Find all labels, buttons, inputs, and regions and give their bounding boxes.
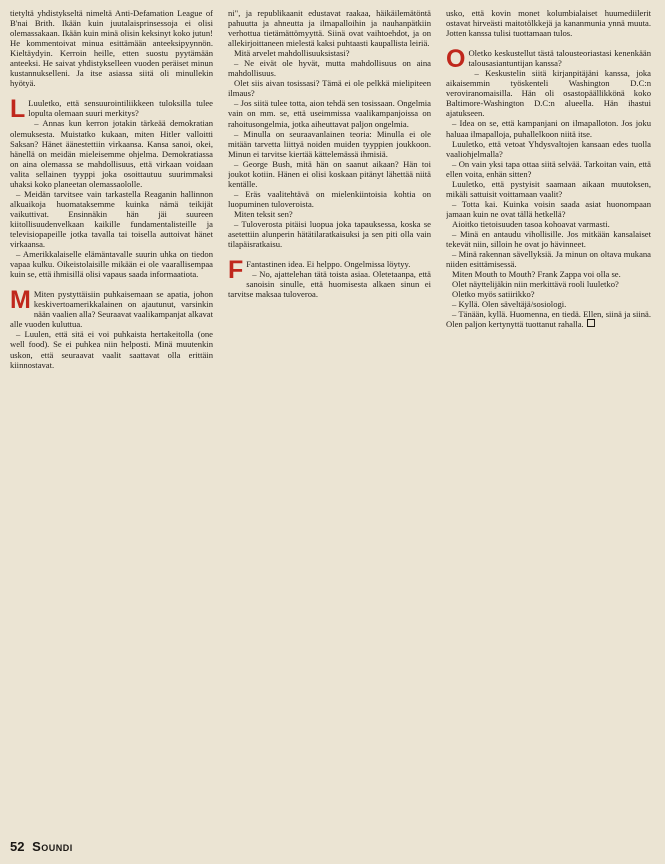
interview-question: Luuletko, että vetoat Yhdysvaltojen kansaan edes tuolla vaaliohjelmalla?	[446, 138, 651, 159]
interview-question: Olet näyttelijäkin niin merkittävä rooli luuletko?	[452, 279, 619, 290]
magazine-name: Soundi	[32, 839, 73, 854]
paragraph: – Tuloverosta pitäisi luopua joka tapauksessa, koska se asetettiin alunperin hätätilaratkaisuksi ja sen piti olla vain tilapäisratkaisu.	[228, 218, 431, 250]
paragraph: – Amerikkalaiselle elämäntavalle suurin uhka on tiedon vapaa kulku. Oikeistolaisille mikään ei ole vaarallisempaa kuin se, että ihmisillä olisi vapaus saada informaatiota.	[10, 249, 213, 280]
text-column-3	[446, 8, 651, 826]
question-text: Oletko keskustellut tästä talousteoriastasi kenenkään talousasiantuntijan kanssa?	[468, 48, 651, 69]
paragraph: – George Bush, mitä hän on saanut aikaan? Hän toi joukot kotiin. Hänen ei olisi koskaan pitänyt lähettää niitä kentälle.	[228, 158, 431, 189]
paragraph: – Kyllä. Olen säveltäjä/sosiologi.	[452, 299, 567, 310]
paragraph: – Jos siitä tulee totta, aion tehdä sen tosissaan. Ongelmia vain on mm. se, että useimmissa vaalikampanjoissa on rahoitusongelmia, jotka aiheuttavat paljon ongelmia.	[228, 98, 431, 129]
paragraph	[446, 309, 651, 329]
interview-question: Miten teksit sen?	[234, 208, 293, 219]
paragraph: – Meidän tarvitsee vain tarkastella Reaganin hallinnon alkuaikoja huomataksemme kuinka nämä teikijät vaikuttivat. Ensinnäkin hän jäi suureen kiitollisuudenvelkaan kaikille fundamentalisteille ja televisiopapeille jotka tavalla tai toisella auttoivat hänet virkaansa.	[10, 188, 213, 250]
drop-cap: F	[228, 256, 244, 285]
interview-question: Oletko myös satiirikko?	[452, 289, 535, 300]
interview-question: Mitä arvelet mahdollisuuksistasi?	[234, 48, 350, 59]
paragraph: ni", ja republikaanit edustavat raakaa, häikäilemätöntä pahuutta ja ahneutta ja ilmapalloihin ja nauhanpätkiin verhottua tietämättömyyttä. Siinä ovat vaihtoehdot, ja on allekirjoittaneen mielestä kaksi puhtaasti kaupallista leiriä.	[228, 8, 431, 49]
paragraph: usko, että kovin monet kolumbialaiset huumediilerit ostavat hirveästi maitotölkkejä ja kananmunia ynnä muuta. Jotten kanssa tulisi tuottamaan tulos.	[446, 8, 651, 39]
paragraph: – Luulen, että sitä ei voi puhkaista hertakeitolla (one well food). Se ei puhkea niin helposti. Minä muutenkin uskon, että seuraavat vaalit saattavat olla erittäin kiinnostavat.	[10, 329, 213, 370]
paragraph: – Minä en antaudu vihollisille. Jos mitkään kansalaiset tekevät niin, silloin he ovat jo hävinneet.	[446, 228, 651, 250]
text-column-1	[10, 8, 213, 826]
paragraph: – No, ajattelehan tätä toista asiaa. Oletetaanpa, että sanoisin sinulle, että huomisesta alkaen sinun ei tarvitse maksaa tuloveroa.	[228, 269, 431, 300]
paragraph: – Minä rakennan sävellyksiä. Ja minun on oltava mukana niiden esittämisessä.	[446, 249, 651, 270]
interview-question	[10, 95, 213, 124]
drop-cap: L	[10, 95, 26, 124]
interview-question: Olet siis aivan tosissasi? Tämä ei ole pelkkä mielipiteen ilmaus?	[228, 78, 431, 99]
paragraph: – Ne eivät ole hyvät, mutta mahdollisuus on aina mahdollisuus.	[228, 58, 431, 79]
paragraph: – Eräs vaalitehtävä on mielenkiintoisia kohtia on luopuminen tuloveroista.	[228, 188, 431, 209]
interview-question: Aioitko tietoisuuden tasoa kohoavat varmasti.	[452, 218, 610, 229]
drop-cap: M	[10, 286, 31, 315]
paragraph: – Idea on se, että kampanjani on ilmapalloton. Jos joku haluaa ilmapalloja, puhallelkoon niitä itse.	[446, 118, 651, 139]
paragraph: – Totta kai. Kuinka voisin saada asiat huonompaan jamaan kuin ne ovat tällä hetkellä?	[446, 198, 651, 219]
end-mark-icon	[587, 319, 595, 327]
drop-cap: O	[446, 45, 466, 74]
paragraph: – Minulla on seuraavanlainen teoria: Minulla ei ole mitään tarvetta liittyä noiden muiden tyyppien joukkoon. Minun ei tarvitse kiertää kättelemässä ihmisiä.	[228, 128, 431, 159]
paragraph: – On vain yksi tapa ottaa siitä selvää. Tarkoitan vain, että ellen voita, enhän sitten?	[446, 158, 651, 179]
question-text: Fantastinen idea. Ei helppo. Ongelmissa löytyy.	[246, 259, 411, 270]
page-number: 52	[10, 839, 25, 854]
text-column-2	[228, 8, 431, 826]
paragraph: tietyltä yhdistykseltä nimeltä Anti-Defamation League of B'nai Brith. Ikään kuin juutalaisprinsessoja ei olisi olemassakaan. Ikään kuin minä olisin keksinyt koko jutun! He kommentoivat minua esittämään anteeksipyynnön. Kieltäydyin. Kerroin heille, etten suostu pyytämään anteeksi. He saivat yhdistykselleen vuoden peräiset minun kustannukselleni. Ja itse asiassa siitä oli minullekin hyötyä.	[10, 8, 213, 89]
interview-question: Miten Mouth to Mouth? Frank Zappa voi olla se.	[452, 269, 621, 280]
question-text: Miten pystyttäisiin puhkaisemaan se apatia, johon keskivertoamerikkalainen on ajautunut, varsinkin nään vaalien alla? Seuraavat vaalikampanjat alkavat alle vuoden kuluttua.	[10, 289, 213, 330]
question-text: Luuletko, että sensuurointiliikkeen tuloksilla tulee lopulta olemaan suuri merkitys?	[28, 98, 213, 119]
interview-question: Luuletko, että pystyisit saamaan aikaan muutoksen, mikäli sattuisit voittamaan vaalit?	[446, 178, 651, 199]
final-paragraph-text: – Tänään, kyllä. Huomenna, en tiedä. Ellen, siinä ja siinä. Olen paljon kertynyttä tuottanut rahalla.	[446, 309, 651, 330]
interview-question	[10, 286, 213, 330]
page-footer	[10, 839, 73, 857]
paragraph: – Annas kun kerron jotakin tärkeää demokratian olemuksesta. Muistatko kukaan, miten Hitler valloitti Saksan? Hänet äänestettiin virkaansa. Kansa sanoi, okei, hänellä on meidän mieleisemme ohjelma. Demokratiassa on aina olemassa se mahdollisuus, että virkaan voidaan valita sellainen tyyppi joka osoittautuu suurimmaksi uhaksi koko planeetan olemassaololle.	[10, 118, 213, 189]
interview-question	[446, 45, 651, 74]
paragraph: – Keskustelin siitä kirjanpitäjäni kanssa, joka aikaisemmin työskenteli Washington D.C:n veroviranomaisilla. Hän oli osastopäällikkönä koko Baltimore-Washington D.C:n alueella. Hän ihastui ajatukseen.	[446, 68, 651, 119]
